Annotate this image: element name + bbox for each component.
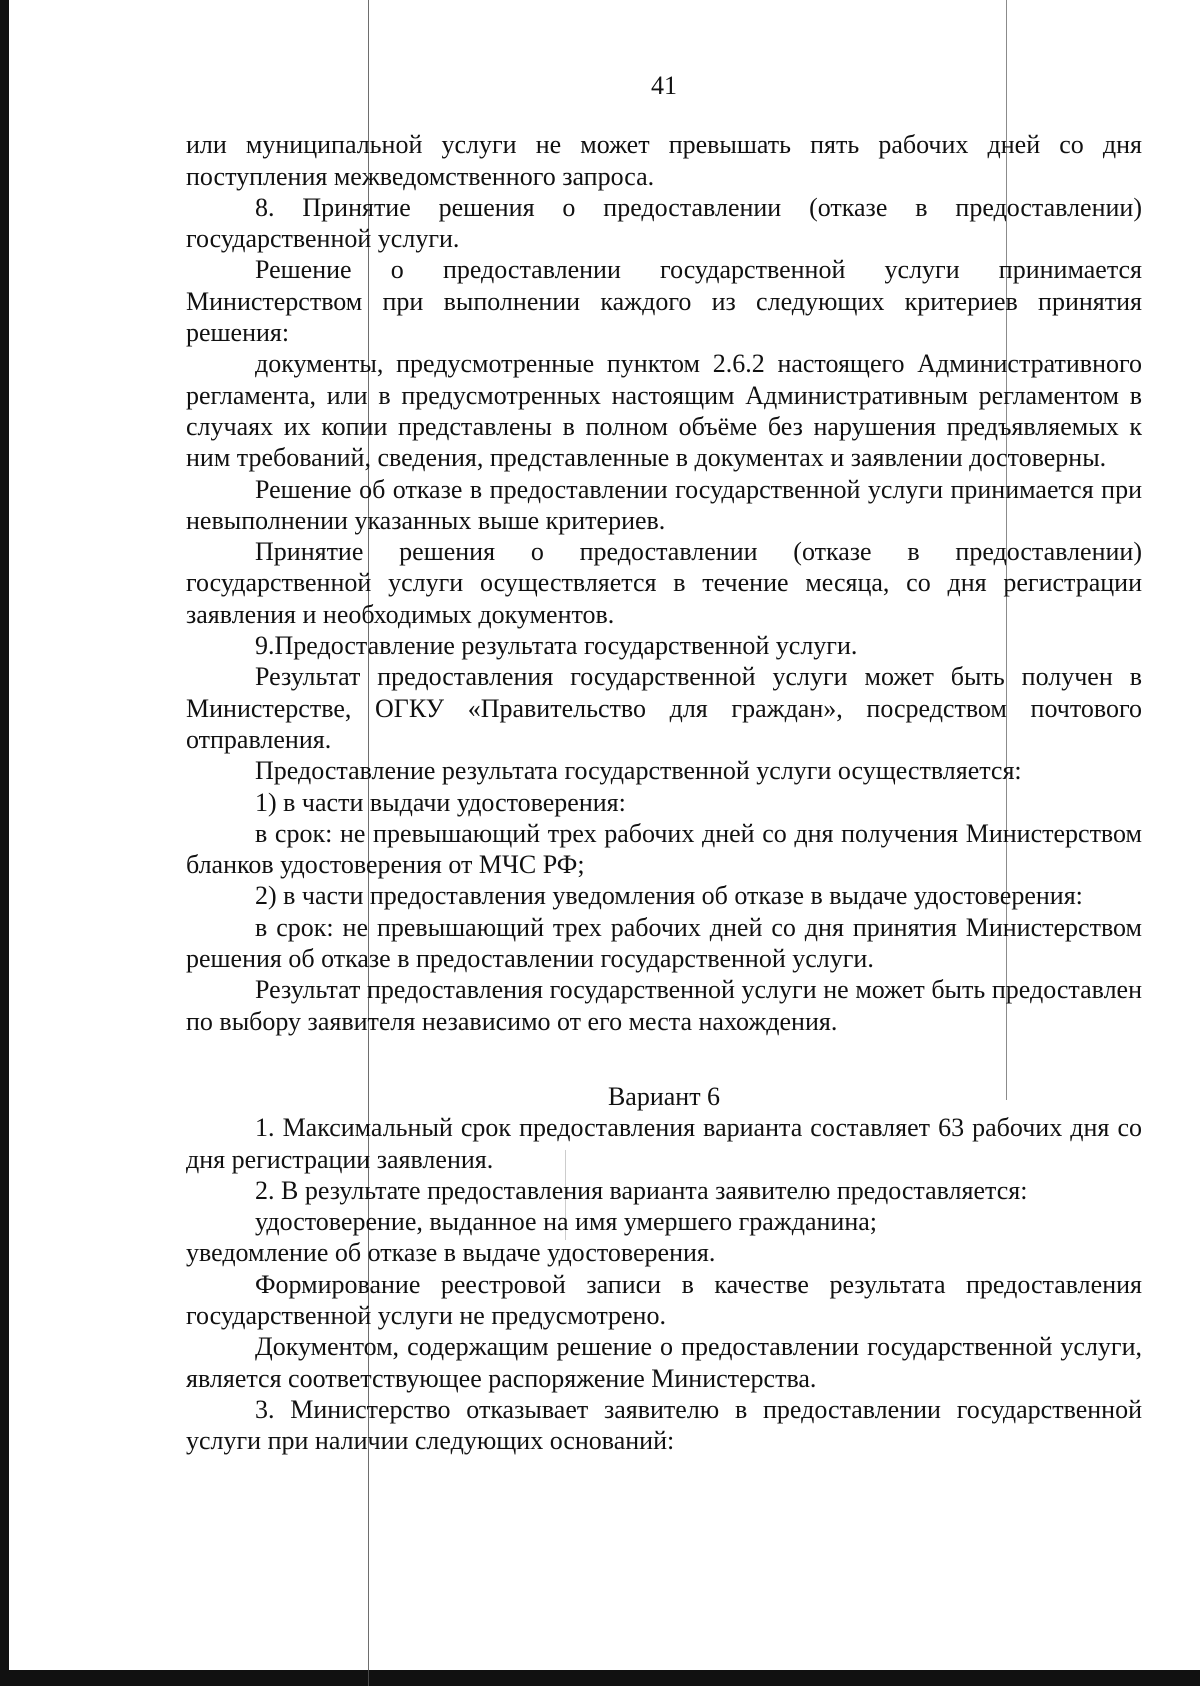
paragraph: Предоставление результата государственной услуги осуществляется: bbox=[255, 756, 1022, 786]
paragraph: Решение об отказе в предоставлении государственной услуги принимается при невыполнении указанных выше критериев. bbox=[186, 474, 1142, 535]
paragraph: 2) в части предоставления уведомления об отказе в выдаче удостоверения: bbox=[255, 881, 1083, 911]
document-body bbox=[186, 70, 1142, 1456]
paragraph: 8. Принятие решения о предоставлении (отказе в предоставлении) государственной услуги. bbox=[186, 192, 1142, 254]
scan-left-edge bbox=[0, 0, 9, 1686]
page-number: 41 bbox=[651, 71, 677, 100]
paragraph: или муниципальной услуги не может превышать пять рабочих дней со дня поступления межведомственного запроса. bbox=[186, 130, 1142, 191]
paragraph: документы, предусмотренные пунктом 2.6.2 настоящего Административного регламента, или в предусмотренных настоящим Административным регламентом в случаях их копии представлены в полном объёме без нарушения предъявляемых к ним требований, сведения, представленные в документах и заявлении достоверны. bbox=[186, 349, 1142, 473]
paragraph: Документом, содержащим решение о предоставлении государственной услуги, является соответствующее распоряжение Министерства. bbox=[186, 1332, 1142, 1393]
paragraph: 3. Министерство отказывает заявителю в предоставлении государственной услуги при наличии следующих оснований: bbox=[186, 1394, 1142, 1456]
variant-heading: Вариант 6 bbox=[607, 1081, 721, 1111]
paragraph: в срок: не превышающий трех рабочих дней со дня принятия Министерством решения об отказе в предоставлении государственной услуги. bbox=[186, 912, 1142, 974]
paragraph: 2. В результате предоставления варианта заявителю предоставляется: bbox=[255, 1175, 1028, 1205]
paragraph: 1) в части выдачи удостоверения: bbox=[255, 787, 626, 817]
paragraph: 9.Предоставление результата государственной услуги. bbox=[255, 631, 858, 661]
paragraph: Принятие решения о предоставлении (отказе в предоставлении) государственной услуги осуществляется в течение месяца, со дня регистрации заявления и необходимых документов. bbox=[186, 537, 1142, 629]
scan-bottom-edge bbox=[0, 1670, 1200, 1686]
paragraph: Результат предоставления государственной услуги может быть получен в Министерстве, ОГКУ «Правительство для граждан», посредством почтового отправления. bbox=[186, 662, 1142, 754]
paragraph: уведомление об отказе в выдаче удостоверения. bbox=[186, 1238, 716, 1268]
paragraph: 1. Максимальный срок предоставления варианта составляет 63 рабочих дня со дня регистрации заявления. bbox=[186, 1113, 1142, 1174]
paragraph: Формирование реестровой записи в качестве результата предоставления государственной услуги не предусмотрено. bbox=[186, 1269, 1142, 1330]
paragraph: в срок: не превышающий трех рабочих дней со дня получения Министерством бланков удостоверения от МЧС РФ; bbox=[186, 818, 1142, 880]
paragraph: удостоверение, выданное на имя умершего гражданина; bbox=[255, 1207, 878, 1237]
paragraph: Решение о предоставлении государственной услуги принимается Министерством при выполнении каждого из следующих критериев принятия решения: bbox=[186, 255, 1142, 348]
paragraph: Результат предоставления государственной услуги не может быть предоставлен по выбору заявителя независимо от его места нахождения. bbox=[186, 975, 1142, 1036]
